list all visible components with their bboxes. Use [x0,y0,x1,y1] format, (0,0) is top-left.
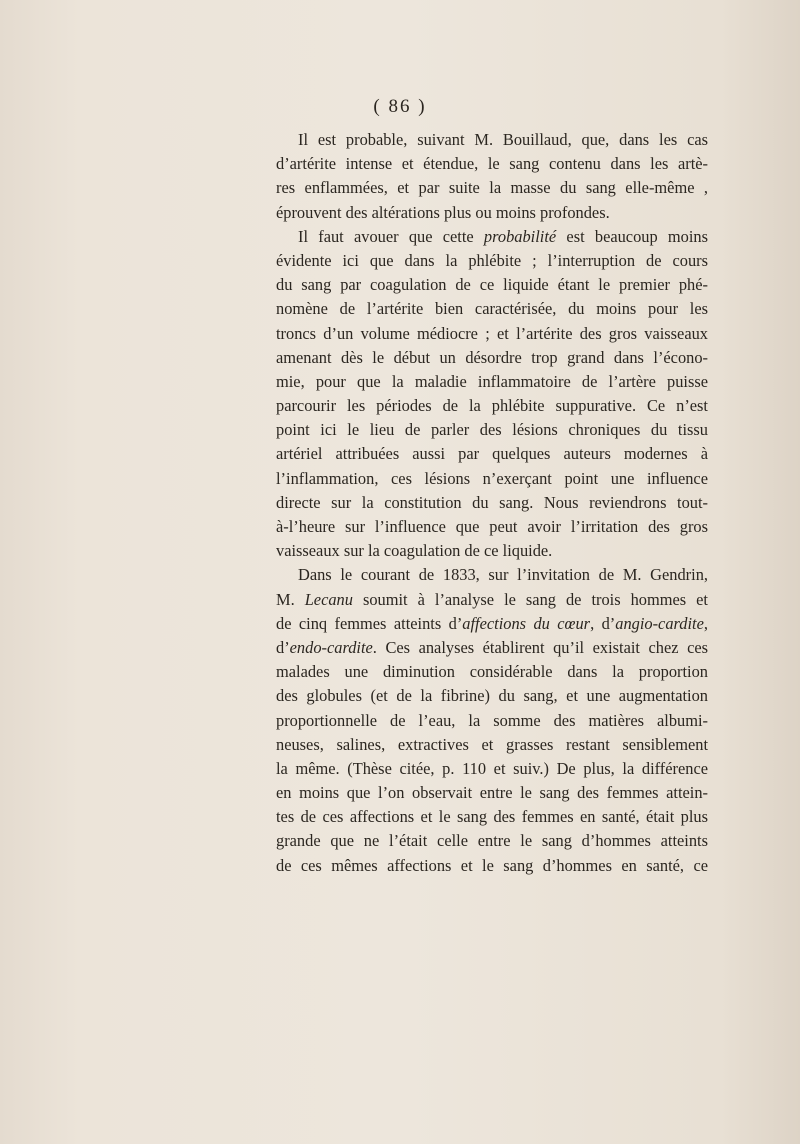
text-line: point ici le lieu de parler des lésions chroniques du tissu [276,420,708,440]
text-line: parcourir les périodes de la phlébite suppurative. Ce n’est [276,396,708,416]
text-line: du sang par coagulation de ce liquide étant le premier phé- [276,275,708,295]
text-line: vaisseaux sur la coagulation de ce liquide. [276,541,553,561]
text-line: malades une diminution considérable dans la proportion [276,662,708,682]
text-line: grande que ne l’était celle entre le sang d’hommes atteints [276,831,708,851]
text-line: M. Lecanu soumit à l’analyse le sang de trois hommes et [276,589,708,609]
text-line: d’artérite intense et étendue, le sang contenu dans les artè- [276,154,708,174]
italic-text: affections du cœur [462,613,591,633]
text-line: l’inflammation, ces lésions n’exerçant point une influence [276,468,708,488]
paragraph-2 [276,225,708,564]
paragraph-1 [276,128,708,225]
paragraph-3 [276,563,708,877]
italic-text: Lecanu [304,589,353,609]
text-line: mie, pour que la maladie inflammatoire de l’artère puisse [276,371,708,391]
text-line: nomène de l’artérite bien caractérisée, du moins pour les [276,299,708,319]
text-line: de cinq femmes atteints d’affections du cœur, d’angio-cardite, [276,613,708,633]
text-line: Il faut avouer que cette probabilité est beaucoup moins [298,226,708,246]
text-line: la même. (Thèse citée, p. 110 et suiv.) De plus, la différence [276,758,708,778]
text-line: à-l’heure sur l’influence que peut avoir l’irritation des gros [276,517,708,536]
italic-text: endo-cardite [289,637,373,657]
text-line: res enflammées, et par suite la masse du sang elle-même , [276,178,708,198]
text-line: tes de ces affections et le sang des femmes en santé, était plus [276,807,708,827]
text-line: proportionnelle de l’eau, la somme des matières albumi- [276,710,708,730]
text-line: des globules (et de la fibrine) du sang, et une augmentation [276,686,708,706]
text-line: directe sur la constitution du sang. Nous reviendrons tout- [276,492,708,512]
text-line: évidente ici que dans la phlébite ; l’interruption de cours [276,250,708,270]
text-body [276,128,708,878]
text-line: Il est probable, suivant M. Bouillaud, que, dans les cas [298,130,708,149]
text-line: artériel attribuées aussi par quelques auteurs modernes à [276,444,708,464]
text-line: d’endo-cardite. Ces analyses établirent qu’il existait chez ces [276,637,708,657]
text-line: de ces mêmes affections et le sang d’hommes en santé, ce [276,855,708,875]
text-line: amenant dès le début un désordre trop grand dans l’écono- [276,347,708,367]
text-line: neuses, salines, extractives et grasses restant sensiblement [276,734,708,754]
text-line: éprouvent des altérations plus ou moins profondes. [276,202,610,222]
italic-text: probabilité [483,226,557,246]
italic-text: angio-cardite [615,613,704,633]
text-line: troncs d’un volume médiocre ; et l’artérite des gros vaisseaux [276,323,708,343]
text-line: Dans le courant de 1833, sur l’invitation de M. Gendrin, [298,565,708,585]
page-number: ( 86 ) [373,96,427,117]
text-line: en moins que l’on observait entre le sang des femmes attein- [276,783,708,803]
